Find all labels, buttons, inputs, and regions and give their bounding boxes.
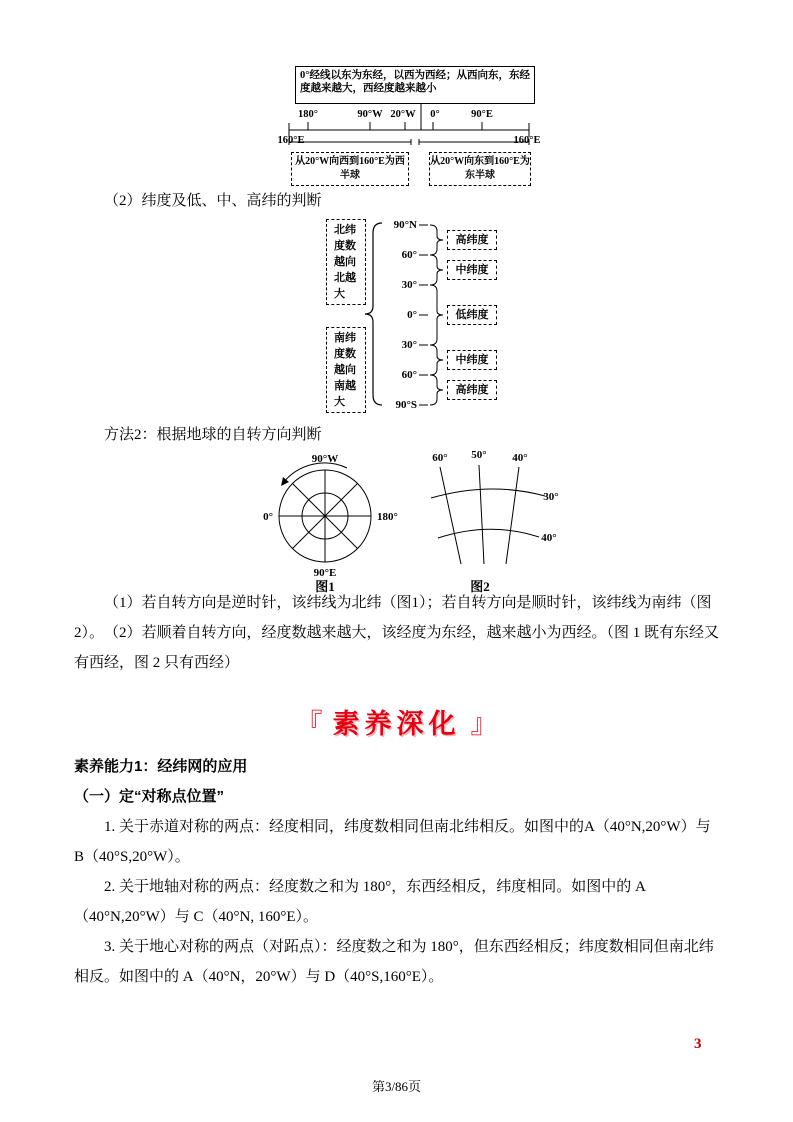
symmetry-item-1: 1. 关于赤道对称的两点：经度相同，纬度数相同但南北纬相反。如图中的A（40°N,20°W）与 B（40°S,20°W）。 [74,819,711,865]
rotation-arrow-arc [283,463,347,483]
figure2-grid [431,465,545,564]
figure2-meridian-label: 60° [432,452,448,464]
figure2-meridian-label: 40° [512,452,528,464]
longitude-tick-label: 90°E [471,109,493,120]
figure2-parallel-label: 30° [543,491,559,503]
figure2-parallel-label: 40° [541,532,557,544]
longitude-diagram [277,66,541,192]
latitude-heading: （2）纬度及低、中、高纬的判断 [104,193,322,209]
latitude-zone-box: 低纬度 [447,305,497,325]
east-hemisphere-box: 从20°W向东到160°E为东半球 [429,152,531,186]
paragraph-rotation-1: （1）若自转方向是逆时针，该纬线为北纬（图1）；若自转方向是顺时针，该纬线为南纬（图2）。 [74,595,712,641]
west-hemisphere-box: 从20°W向西到160°E为西半球 [291,152,409,186]
method2-heading: 方法2：根据地球的自转方向判断 [104,427,322,443]
page-footer-label: 第3/86页 [371,1079,422,1094]
north-latitude-note-box: 北纬度数越向北越大 [326,219,366,305]
ability-heading: 素养能力1：经纬网的应用 [74,758,248,775]
latitude-scale-label: 60° [401,249,417,261]
symmetry-item-2: 2. 关于地轴对称的两点：经度数之和为 180°，东西经相反，纬度相同。如图中的 A（40°N,20°W）与 C（40°N, 160°E）。 [74,879,646,925]
banner-title: 素养深化 [332,709,461,739]
latitude-scale-label: 60° [401,369,417,381]
longitude-end-label-left: 160°E [277,135,305,146]
figure1-caption: 图1 [315,579,335,594]
figure1-label-right: 180° [377,511,398,523]
latitude-scale-label: 30° [401,279,417,291]
figure2-meridian-label: 50° [471,449,487,461]
paragraph-rotation-2: （2）若顺着自转方向，经度数越来越大，该经度为东经，越来越小为西经。（图 1 既有东经又有西经，图 2 只有西经） [74,625,720,671]
page-number: 3 [694,1036,702,1052]
latitude-scale-label: 90°S [395,399,417,411]
figure1-grid [279,463,371,562]
banner-right-bracket: 』 [470,709,498,739]
longitude-tick-label: 0° [430,109,440,120]
longitude-tick-label: 20°W [390,109,416,120]
section-banner [0,704,793,744]
figure1-label-top: 90°W [311,453,339,465]
latitude-scale-label: 30° [401,339,417,351]
longitude-end-label-right: 160°E [513,135,541,146]
longitude-tick-label: 90°W [357,109,383,120]
latitude-zone-braces [430,225,443,405]
latitude-diagram [326,213,501,417]
figure2-caption: 图2 [470,579,490,594]
latitude-zone-box: 高纬度 [447,380,497,400]
figure2-meridian-fan [418,448,563,598]
longitude-tick-label: 180° [298,109,318,120]
figure1-label-bottom: 90°E [313,567,337,579]
longitude-note-box: 0°经线以东为东经，以西为西经；从西向东，东经度越来越大，西经度越来越小 [295,66,535,104]
figure1-label-left: 0° [263,511,273,523]
latitude-zone-box: 高纬度 [447,230,497,250]
latitude-scale-label: 0° [407,309,417,321]
ability-subheading: （一）定“对称点位置” [74,788,225,805]
south-latitude-note-box: 南纬度数越向南越大 [326,327,366,413]
symmetry-item-3: 3. 关于地心对称的两点（对跖点）：经度数之和为 180°，但东西经相反；纬度数相同但南北纬相反。如图中的 A（40°N，20°W）与 D（40°S,160°E）。 [74,939,714,985]
banner-left-bracket: 『 [295,709,323,739]
latitude-zone-box: 中纬度 [447,350,497,370]
latitude-scale-label: 90°N [393,219,417,231]
latitude-leader-lines [419,225,428,405]
latitude-zone-box: 中纬度 [447,260,497,280]
figure1-polar-view [253,448,403,598]
